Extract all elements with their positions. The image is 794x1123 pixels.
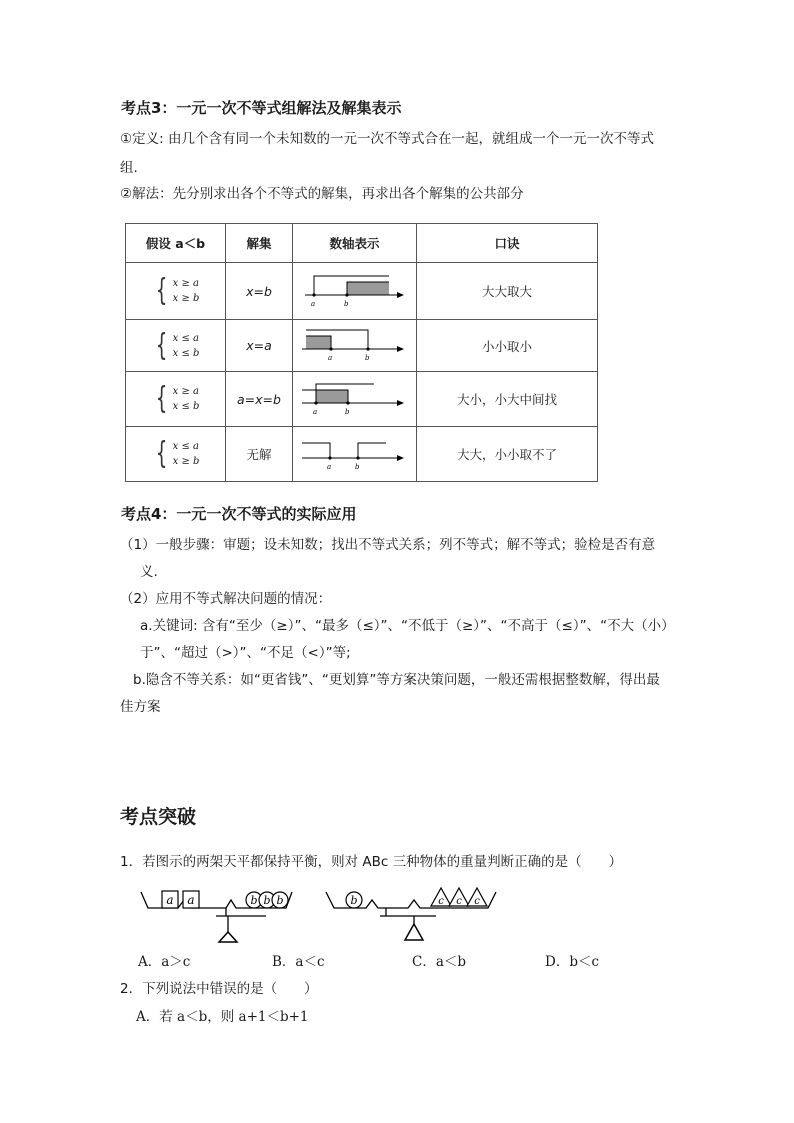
table-row <box>126 372 598 427</box>
rhyme-cell: 大小，小大中间找 <box>417 372 598 427</box>
point-a <box>329 347 332 350</box>
solution-cell: x=b <box>226 263 293 320</box>
table-header: 数轴表示 <box>293 224 417 263</box>
balance-scales-figure <box>136 884 506 944</box>
label-a: a <box>312 407 317 416</box>
label-b: b <box>343 299 348 308</box>
weight-b-label: b <box>263 894 271 907</box>
section-title: 考点突破 <box>120 806 197 828</box>
kp4-implicit-line1: b.隐含不等关系：如“更省钱”、“更划算”等方案决策问题，一般还需根据整数解，得出最 <box>133 672 660 688</box>
solution-region <box>316 390 348 403</box>
table-header: 假设 a＜b <box>126 224 226 263</box>
kp3-definition-line2: 组. <box>120 160 138 176</box>
inequality-system-table <box>125 223 598 482</box>
label-a: a <box>326 462 331 471</box>
point-a <box>328 456 331 459</box>
inequality: x ≥ a <box>172 386 199 397</box>
weight-a-label: a <box>166 893 174 907</box>
system-cell <box>126 372 226 427</box>
kp4-steps-line1: （1）一般步骤：审题；设未知数；找出不等式关系；列不等式；解不等式；验检是否有意 <box>120 537 656 553</box>
q1-option-d: D．b＜c <box>545 954 600 970</box>
number-line-cell <box>293 263 417 320</box>
point-b <box>366 347 369 350</box>
inequality: x ≤ b <box>172 347 200 359</box>
table-header: 口诀 <box>417 224 598 263</box>
question-1-stem: 1．若图示的两架天平都保持平衡，则对 ABc 三种物体的重量判断正确的是（ ） <box>120 854 623 870</box>
kp4-implicit-line2: 佳方案 <box>120 699 161 715</box>
balance-scale-2 <box>326 888 496 940</box>
number-line-diagram <box>300 270 410 310</box>
balance-scale-1 <box>141 891 292 942</box>
solution-cell: x=a <box>226 320 293 372</box>
number-line-cell <box>293 372 417 427</box>
table-header-row <box>126 224 598 263</box>
brace-icon: { <box>155 436 167 471</box>
kp4-keywords-line1: a.关键词: 含有“至少（≥）”、“最多（≤）”、“不低于（≥）”、“不高于（≤）”、“不大（小） <box>140 618 675 634</box>
fulcrum-icon <box>405 924 423 940</box>
kp3-method: ②解法：先分别求出各个不等式的解集，再求出各个解集的公共部分 <box>120 186 524 202</box>
question-2-stem: 2．下列说法中错误的是（ ） <box>120 981 318 997</box>
rhyme-cell: 大大取大 <box>417 263 598 320</box>
number-line-cell <box>293 427 417 482</box>
fulcrum-icon <box>219 932 237 942</box>
system-cell <box>126 263 226 320</box>
inequality-system <box>152 327 200 363</box>
number-line-cell <box>293 320 417 372</box>
table-row <box>126 427 598 482</box>
point-a <box>314 401 317 404</box>
rhyme-cell: 大大，小小取不了 <box>417 427 598 482</box>
label-b: b <box>354 462 359 471</box>
kp4-title: 考点4：一元一次不等式的实际应用 <box>121 505 357 523</box>
weight-b-label: b <box>350 894 358 907</box>
weight-a-label: a <box>187 893 195 907</box>
ray-a <box>302 443 330 458</box>
kp3-title: 考点3：一元一次不等式组解法及解集表示 <box>121 99 402 117</box>
point-b <box>345 293 348 296</box>
weight-c-label: c <box>438 896 444 907</box>
q1-option-a: A．a＞c <box>138 954 191 970</box>
solution-region <box>306 336 331 349</box>
number-line-diagram <box>300 324 410 364</box>
weight-b-label: b <box>250 894 258 907</box>
solution-cell: a=x=b <box>226 372 293 427</box>
arrow-icon <box>397 455 404 461</box>
weight-c-label: c <box>474 896 480 907</box>
q1-option-c: C．a＜b <box>412 954 467 970</box>
inequality-system <box>152 273 200 308</box>
q1-option-b: B．a＜c <box>272 954 325 970</box>
system-cell <box>126 320 226 372</box>
point-b <box>356 456 359 459</box>
rhyme-cell: 小小取小 <box>417 320 598 372</box>
number-line-diagram <box>300 433 410 473</box>
q2-option-a: A．若 a＜b，则 a+1＜b+1 <box>136 1009 309 1025</box>
table-row <box>126 320 598 372</box>
point-a <box>312 293 315 296</box>
system-cell <box>126 427 226 482</box>
weight-b-label: b <box>276 894 284 907</box>
label-b: b <box>344 407 349 416</box>
weight-c-label: c <box>456 896 462 907</box>
number-line-diagram <box>300 378 410 418</box>
solution-cell: 无解 <box>226 427 293 482</box>
arrow-icon <box>397 400 404 406</box>
inequality: x ≤ a <box>172 332 199 344</box>
arrow-icon <box>397 346 404 352</box>
point-b <box>346 401 349 404</box>
inequality-system <box>152 381 200 416</box>
inequality: x ≥ b <box>172 456 200 467</box>
kp4-application: （2）应用不等式解决问题的情况： <box>120 591 332 607</box>
label-a: a <box>327 354 332 362</box>
kp4-steps-line2: 义. <box>140 564 158 580</box>
table-header: 解集 <box>226 224 293 263</box>
inequality: x ≥ a <box>172 278 199 289</box>
table-row <box>126 263 598 320</box>
solution-region <box>347 282 389 295</box>
brace-icon: { <box>155 273 167 308</box>
inequality: x ≤ b <box>172 401 200 412</box>
inequality: x ≥ b <box>172 293 200 304</box>
arrow-icon <box>397 292 404 298</box>
label-b: b <box>364 354 369 362</box>
label-a: a <box>310 299 315 308</box>
ray-b <box>358 443 386 458</box>
kp4-keywords-line2: 于”、“超过（>）”、“不足（<）”等; <box>140 645 351 661</box>
inequality: x ≤ a <box>172 441 199 452</box>
brace-icon: { <box>155 381 167 416</box>
inequality-system <box>152 436 200 471</box>
kp3-definition-line1: ①定义: 由几个含有同一个未知数的一元一次不等式合在一起，就组成一个一元一次不等式 <box>120 131 654 147</box>
brace-icon: { <box>155 327 167 363</box>
